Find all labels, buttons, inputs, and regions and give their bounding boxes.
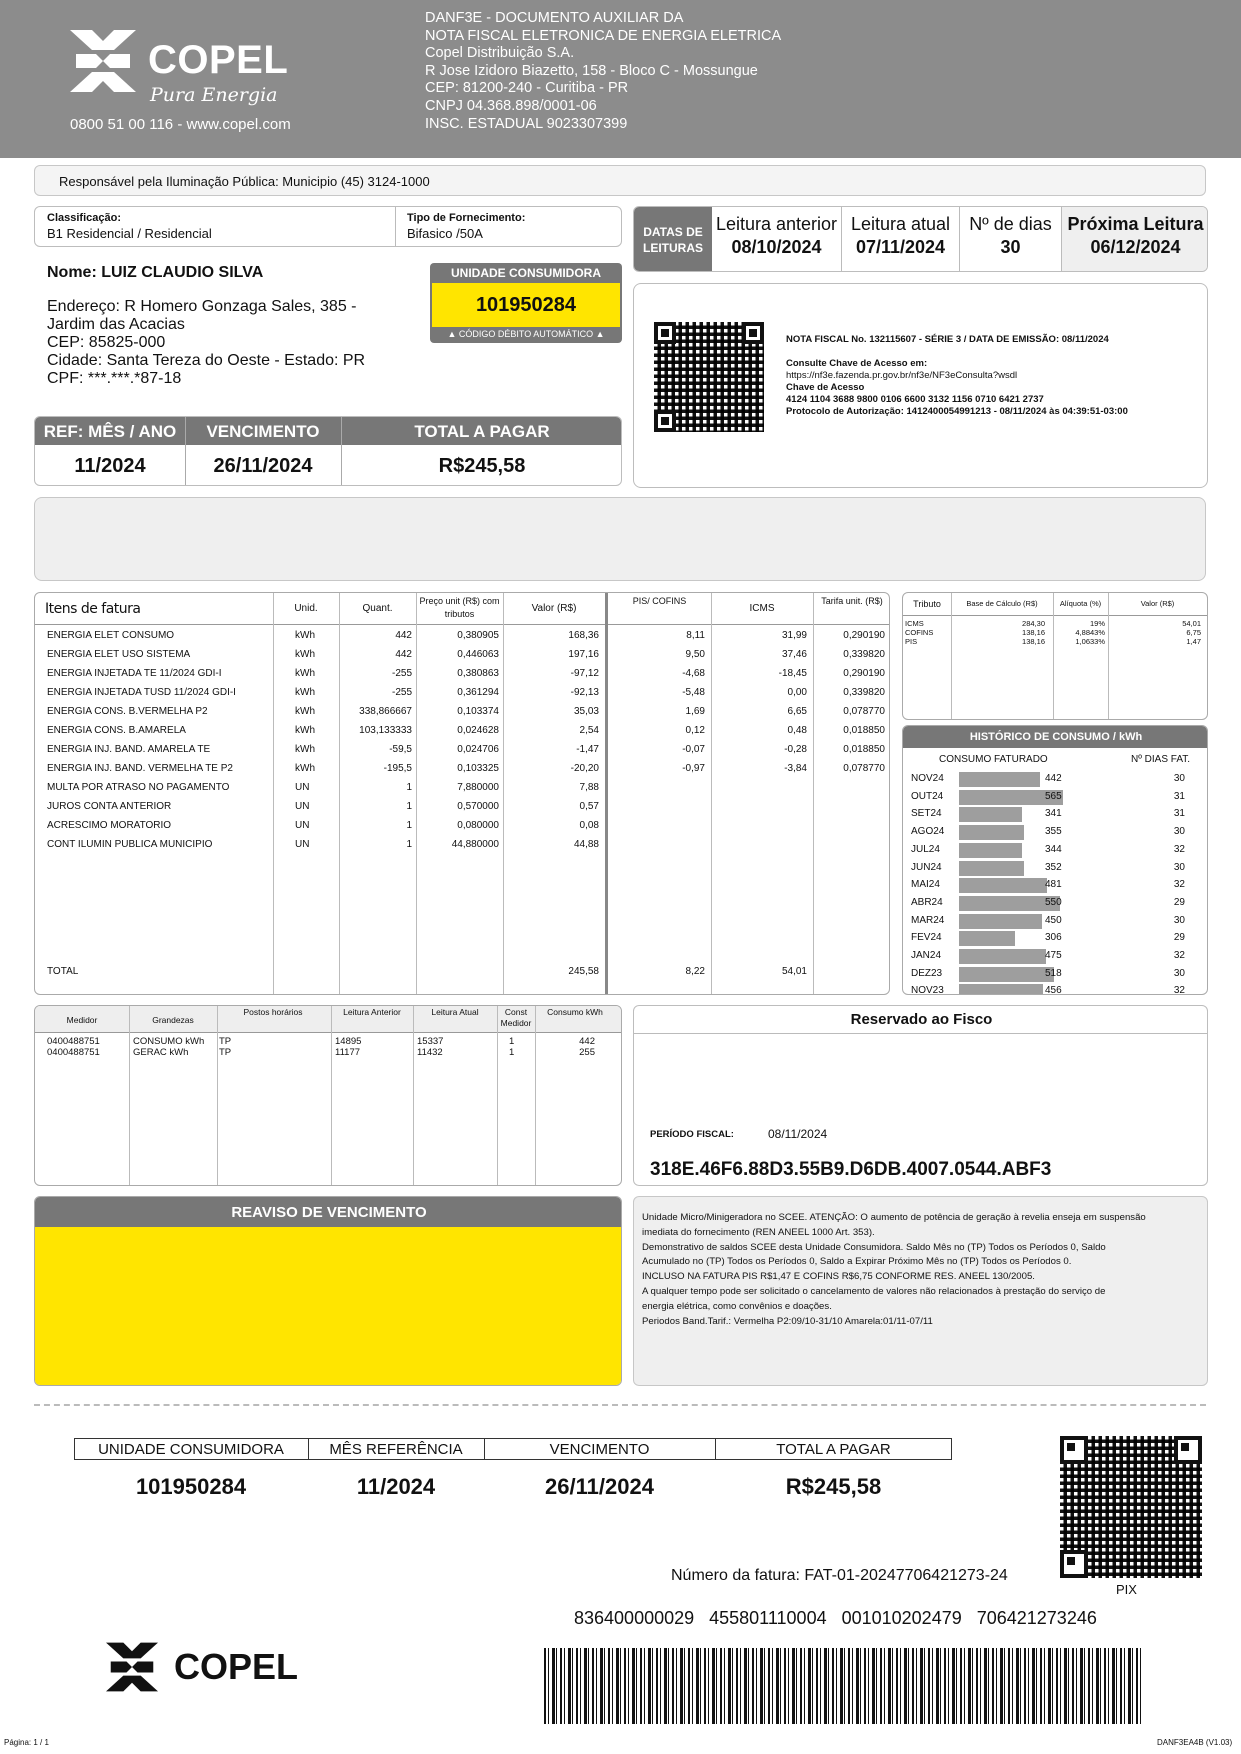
table-row <box>35 684 889 703</box>
customer-info: Nome: LUIZ CLAUDIO SILVA Endereço: R Homero Gonzaga Sales, 385 - Jardim das Acacias CEP: 85825-000 Cidade: Santa Tereza do Oeste - Estado: PR CPF: ***.***.*87-18 <box>47 264 366 387</box>
history-days: 30 <box>1173 826 1185 838</box>
contact-phone: 0800 51 00 116 - www.copel.com <box>70 116 291 133</box>
history-days: 32 <box>1173 843 1185 855</box>
table-cell: -18,45 <box>778 668 807 679</box>
table-row <box>35 741 889 760</box>
table-cell: kWh <box>295 744 315 755</box>
table-cell: 138,16 <box>1022 637 1045 646</box>
history-row <box>903 965 1207 983</box>
table-cell: 44,880000 <box>451 839 499 850</box>
history-month: SET24 <box>911 808 942 820</box>
table-cell: 1 <box>406 820 412 831</box>
table-cell: -255 <box>391 668 412 679</box>
table-cell: UN <box>295 782 310 793</box>
message-line: Unidade Micro/Minigeradora no SCEE. ATENÇÃO: O aumento de potência de geração à revelia enseja em suspensão <box>642 1212 1146 1223</box>
table-cell: 0,339820 <box>843 687 885 698</box>
billing-summary: REF: MÊS / ANO VENCIMENTO TOTAL A PAGAR 11/2024 26/11/2024 R$245,58 <box>34 416 622 486</box>
history-month: MAR24 <box>911 914 945 926</box>
history-days: 30 <box>1173 914 1185 926</box>
table-row <box>35 665 889 684</box>
table-row <box>35 646 889 665</box>
table-cell: UN <box>295 801 310 812</box>
history-row <box>903 982 1207 995</box>
table-cell: -20,20 <box>570 763 599 774</box>
due-date: 26/11/2024 <box>213 455 313 477</box>
table-cell: 9,50 <box>685 649 705 660</box>
ref-month: 11/2024 <box>74 455 146 477</box>
doc-version: DANF3EA4B (V1.03) <box>1157 1738 1233 1747</box>
table-row <box>35 836 889 855</box>
table-cell: ENERGIA ELET USO SISTEMA <box>47 649 191 660</box>
messages-box <box>633 1196 1208 1386</box>
history-bar <box>959 949 1046 964</box>
notice-area <box>34 497 1206 581</box>
table-cell: -0,07 <box>682 744 705 755</box>
history-kwh: 306 <box>1045 932 1062 944</box>
history-bar <box>959 914 1042 929</box>
table-cell: 0,290190 <box>843 630 885 641</box>
bottom-logo-wordmark: COPEL <box>174 1646 299 1687</box>
meter-table: Medidor Grandezas Postos horários Leitura Anterior Leitura Atual Const Medidor Consumo kWh 0400488751 CONSUMO kWh TP 14895 15337 1 442 0400488751 GERAC kWh TP 11177 11432 1 255 <box>34 1005 622 1186</box>
history-month: JAN24 <box>911 950 942 961</box>
history-days: 30 <box>1173 967 1185 979</box>
classification-box: Classificação: B1 Residencial / Residencial Tipo de Fornecimento: Bifasico /50A <box>34 206 622 247</box>
table-cell: 0,024628 <box>457 725 499 736</box>
table-cell: 0400488751 <box>47 1036 100 1047</box>
table-row <box>35 703 889 722</box>
table-cell: 1,0633% <box>1075 637 1105 646</box>
reading-dates-label: DATAS DE LEITURAS <box>634 207 712 272</box>
fiscal-reserved: Reservado ao Fisco PERÍODO FISCAL: 08/11/2024 318E.46F6.88D3.55B9.D6DB.4007.0544.ABF3 <box>633 1005 1208 1186</box>
table-row <box>35 798 889 817</box>
table-cell: 1 <box>509 1036 515 1047</box>
stub-uc: 101950284 <box>135 1474 247 1499</box>
table-cell: 6,75 <box>1186 628 1201 637</box>
history-days: 31 <box>1173 808 1185 820</box>
table-cell: 0,339820 <box>843 649 885 660</box>
table-cell: ENERGIA INJETADA TUSD 11/2024 GDI-I <box>47 687 236 698</box>
table-row <box>35 760 889 779</box>
history-kwh: 344 <box>1045 843 1062 855</box>
history-kwh: 442 <box>1045 773 1062 784</box>
taxes-table: Tributo Base de Cálculo (R$) Alíquota (%) Valor (R$) ICMS 284,30 19% 54,01 COFINS 138,16 4,8843% 6,75 PIS 138,16 1,0633% 1,47 <box>902 592 1208 720</box>
table-cell: 1 <box>406 801 412 812</box>
history-row <box>903 876 1207 894</box>
history-bar <box>959 807 1022 822</box>
table-cell: kWh <box>295 763 315 774</box>
table-cell: 0,290190 <box>843 668 885 679</box>
table-cell: kWh <box>295 649 315 660</box>
table-cell: 0400488751 <box>47 1047 100 1058</box>
history-month: MAI24 <box>911 879 940 891</box>
table-cell: 7,88 <box>579 782 599 793</box>
history-month: ABR24 <box>911 896 943 908</box>
digitable-line: 836400000029 455801110004 001010202479 706421273246 <box>574 1608 1097 1628</box>
table-cell: 0,361294 <box>457 687 499 698</box>
table-cell: 14895 <box>335 1036 362 1047</box>
table-cell: 6,65 <box>787 706 807 717</box>
history-kwh: 355 <box>1045 826 1062 838</box>
table-cell: -4,68 <box>682 668 705 679</box>
table-cell: 1 <box>509 1047 515 1058</box>
nfe-qr-code-icon <box>654 322 764 432</box>
table-cell: -59,5 <box>389 744 412 755</box>
issuer-info: DANF3E - DOCUMENTO AUXILIAR DA NOTA FISCAL ELETRONICA DE ENERGIA ELETRICA Copel Distribuição S.A. R Jose Izidoro Biazetto, 158 - Bloco C - Mossungue CEP: 81200-240 - Curitiba - PR CNPJ 04.368.898/0001-06 INSC. ESTADUAL 9023307399 <box>425 10 782 132</box>
payment-barcode-icon <box>544 1648 1142 1724</box>
pix-label: PIX <box>1116 1582 1137 1597</box>
history-row <box>903 770 1207 788</box>
history-kwh: 475 <box>1045 950 1062 961</box>
history-bar <box>959 967 1054 982</box>
history-days: 32 <box>1173 985 1185 995</box>
message-line: energia elétrica, como convênios e doações. <box>642 1300 832 1312</box>
table-cell: 37,46 <box>781 649 807 660</box>
public-lighting-bar: Responsável pela Iluminação Pública: Municipio (45) 3124-1000 <box>34 165 1206 196</box>
history-bar <box>959 984 1043 995</box>
table-cell: 1 <box>406 839 412 850</box>
table-cell: 11432 <box>417 1047 443 1058</box>
table-cell: ENERGIA CONS. B.VERMELHA P2 <box>47 706 208 717</box>
table-cell: 442 <box>395 649 412 660</box>
history-row <box>903 929 1207 947</box>
table-cell: UN <box>295 820 310 831</box>
table-cell: -255 <box>391 687 412 698</box>
table-cell: 31,99 <box>781 630 807 641</box>
table-cell: 0,380905 <box>457 630 499 641</box>
table-cell: -3,84 <box>784 763 807 774</box>
table-cell: 0,018850 <box>843 725 885 736</box>
table-cell: ENERGIA INJ. BAND. AMARELA TE <box>47 744 211 755</box>
table-cell: kWh <box>295 725 315 736</box>
history-days: 30 <box>1173 773 1185 784</box>
table-cell: 0,024706 <box>457 744 499 755</box>
table-cell: -0,28 <box>784 744 807 755</box>
table-cell: 0,570000 <box>457 801 499 812</box>
table-cell: ENERGIA CONS. B.AMARELA <box>47 725 186 736</box>
table-cell: GERAC kWh <box>133 1047 189 1058</box>
logo-tagline: Pura Energia <box>150 84 278 106</box>
history-bar <box>959 878 1047 893</box>
table-cell: 0,078770 <box>843 763 885 774</box>
table-cell: MULTA POR ATRASO NO PAGAMENTO <box>47 782 230 793</box>
history-row <box>903 912 1207 930</box>
table-cell: kWh <box>295 668 315 679</box>
table-cell: kWh <box>295 630 315 641</box>
history-month: JUN24 <box>911 861 942 873</box>
invoice-number: Número da fatura: FAT-01-20247706421273-24 <box>671 1567 1008 1584</box>
history-month: OUT24 <box>911 790 944 802</box>
table-cell: TP <box>219 1047 232 1058</box>
history-row <box>903 805 1207 823</box>
table-cell: 0,08 <box>579 820 599 831</box>
payment-stub: UNIDADE CONSUMIDORA MÊS REFERÊNCIA VENCIMENTO TOTAL A PAGAR 101950284 11/2024 26/11/2024 R$245,58 <box>74 1438 952 1505</box>
table-cell: CONSUMO kWh <box>133 1036 205 1047</box>
history-bar <box>959 931 1015 946</box>
history-bar <box>959 843 1022 858</box>
consumer-unit-box: UNIDADE CONSUMIDORA 101950284 ▲ CÓDIGO DÉBITO AUTOMÁTICO ▲ <box>430 263 622 343</box>
table-row <box>35 817 889 836</box>
table-cell: 1,47 <box>1186 637 1201 646</box>
copel-logo-icon <box>70 30 136 92</box>
table-row <box>35 722 889 741</box>
table-cell: ENERGIA INJ. BAND. VERMELHA TE P2 <box>47 763 233 774</box>
table-cell: 19% <box>1089 619 1105 628</box>
table-cell: 0,018850 <box>843 744 885 755</box>
history-days: 31 <box>1173 790 1185 802</box>
table-cell: kWh <box>295 687 315 698</box>
message-line: imediata do fornecimento (REN ANEEL 1000 Art. 353). <box>642 1226 875 1238</box>
table-cell: JUROS CONTA ANTERIOR <box>47 801 172 812</box>
history-kwh: 352 <box>1045 861 1062 873</box>
table-cell: CONT ILUMIN PUBLICA MUNICIPIO <box>47 839 213 850</box>
table-cell: 168,36 <box>568 630 599 641</box>
table-cell: ICMS <box>905 619 924 628</box>
table-cell: COFINS <box>905 628 934 637</box>
table-cell: -1,47 <box>576 744 599 755</box>
history-kwh: 518 <box>1045 967 1062 979</box>
history-kwh: 450 <box>1045 914 1062 926</box>
history-row <box>903 788 1207 806</box>
table-cell: -0,97 <box>682 763 705 774</box>
table-cell: TP <box>219 1036 232 1047</box>
table-cell: PIS <box>905 637 918 646</box>
table-cell: 44,88 <box>573 839 599 850</box>
history-title: HISTÓRICO DE CONSUMO / kWh <box>903 726 1208 748</box>
history-kwh: 341 <box>1045 808 1062 820</box>
table-cell: 0,57 <box>579 801 599 812</box>
history-month: AGO24 <box>911 826 945 838</box>
history-kwh: 565 <box>1045 790 1062 802</box>
table-cell: -195,5 <box>383 763 412 774</box>
pix-qr-code-icon[interactable] <box>1060 1436 1202 1578</box>
stub-total: R$245,58 <box>785 1474 882 1499</box>
stub-due: 26/11/2024 <box>545 1474 654 1499</box>
invoice-info-box: NOTA FISCAL No. 132115607 - SÉRIE 3 / DATA DE EMISSÃO: 08/11/2024 Consulte Chave de Acesso em: https://nf3e.fazenda.pr.gov.br/nf3e/NF3eConsulta?wsdl Chave de Acesso 4124 1104 3688 9800 0106 6600 3132 1156 0710 6421 2737 Protocolo de Autorização: 1412400054991213 - 08/11/2024 às 04:39:51-03:00 <box>633 283 1208 488</box>
history-row <box>903 823 1207 841</box>
table-cell: 11177 <box>335 1047 361 1058</box>
table-row <box>35 779 889 798</box>
table-cell: 284,30 <box>1022 619 1045 628</box>
history-bar <box>959 825 1024 840</box>
total-amount: R$245,58 <box>438 455 526 477</box>
history-days: 29 <box>1173 932 1185 944</box>
table-row <box>35 1047 622 1059</box>
cut-line <box>34 1404 1206 1406</box>
table-cell: UN <box>295 839 310 850</box>
history-days: 30 <box>1173 861 1185 873</box>
page-number: Página: 1 / 1 <box>4 1738 49 1747</box>
table-cell: 1 <box>406 782 412 793</box>
history-days: 29 <box>1173 896 1185 908</box>
table-cell: 0,48 <box>787 725 807 736</box>
table-cell: 8,11 <box>686 630 705 641</box>
table-cell: 103,133333 <box>359 725 412 736</box>
message-line: Demonstrativo de saldos SCEE desta Unidade Consumidora. Saldo Mês no (TP) Todos os Períodos 0, Saldo <box>642 1241 1106 1253</box>
table-cell: 2,54 <box>579 725 599 736</box>
table-row <box>35 627 889 646</box>
history-row <box>903 841 1207 859</box>
history-month: NOV23 <box>911 985 944 995</box>
table-cell: 35,03 <box>573 706 599 717</box>
table-cell: 255 <box>579 1047 595 1058</box>
table-cell: 442 <box>579 1036 595 1047</box>
history-row <box>903 859 1207 877</box>
table-cell: 197,16 <box>568 649 599 660</box>
history-bar <box>959 861 1024 876</box>
table-row <box>903 619 1207 628</box>
message-line: A qualquer tempo pode ser solicitado o cancelamento de valores não relacionados à prestação do serviço de <box>642 1285 1106 1297</box>
reading-dates: DATAS DE LEITURAS Leitura anterior 08/10/2024 Leitura atual 07/11/2024 Nº de dias 30 Próxima Leitura 06/12/2024 <box>633 206 1208 272</box>
table-cell: 0,103374 <box>457 706 499 717</box>
table-cell: 442 <box>395 630 412 641</box>
table-row <box>903 637 1207 646</box>
message-line: Periodos Band.Tarif.: Vermelha P2:09/10-31/10 Amarela:01/11-07/11 <box>642 1315 933 1327</box>
fiscal-code: 318E.46F6.88D3.55B9.D6DB.4007.0544.ABF3 <box>650 1159 1052 1180</box>
table-cell: 138,16 <box>1022 628 1045 637</box>
table-cell: 0,078770 <box>843 706 885 717</box>
history-row <box>903 947 1207 965</box>
history-month: FEV24 <box>911 932 942 944</box>
logo-wordmark: COPEL <box>148 38 289 82</box>
history-bar <box>959 772 1040 787</box>
history-month: DEZ23 <box>911 967 943 979</box>
message-line: INCLUSO NA FATURA PIS R$1,47 E COFINS R$6,75 CONFORME RES. ANEEL 130/2005. <box>642 1271 1035 1283</box>
message-line: Acumulado no (TP) Todos os Períodos 0, Saldo a Expirar Próximo Mês no (TP) Todos os Períodos 0. <box>642 1256 1072 1268</box>
history-days: 32 <box>1173 950 1185 961</box>
history-kwh: 456 <box>1045 985 1062 995</box>
table-cell: 0,12 <box>685 725 705 736</box>
table-cell: kWh <box>295 706 315 717</box>
table-cell: 7,880000 <box>457 782 499 793</box>
table-cell: 0,080000 <box>457 820 499 831</box>
invoice-items-table: Itens de fatura Unid. Quant. Preço unit (R$) com tributos Valor (R$) PIS/ COFINS ICMS Tarifa unit. (R$) ENERGIA ELET CONSUMO kWh 442 0,380905 168,36 8,11 31,99 0,290190 ENERGIA ELET USO SISTEMA kWh 442 0,446063 197,16 9,50 37,46 0,339820 ENERGIA INJETADA TE 11/2024 GDI-I kWh -255 0,380863 -97,12 -4,68 -18,45 0,290190 ENERGIA INJETADA TUSD 11/2024 GDI-I kWh -255 0,361294 -92,13 -5,48 0,00 0,339820 ENERGIA CONS. B.VERMELHA P2 kWh 338,866667 0,103374 35,03 1,69 6,65 0,078770 ENERGIA CONS. B.AMARELA kWh 103,133333 0,024628 2,54 0,12 0,48 0,018850 ENERGIA INJ. BAND. AMARELA TE kWh -59,5 0,024706 -1,47 -0,07 -0,28 0,018850 ENERGIA INJ. BAND. VERMELHA TE P2 kWh -195,5 0,103325 -20,20 -0,97 -3,84 0,078770 MULTA POR ATRASO NO PAGAMENTO UN 1 7,880000 7,88 JUROS CONTA ANTERIOR UN 1 0,570000 0,57 ACRESCIMO MORATORIO UN 1 0,080000 0,08 CONT ILUMIN PUBLICA MUNICIPIO UN 1 44,880000 44,88 TOTAL 245,58 8,22 54,01 <box>34 592 890 995</box>
table-cell: 338,866667 <box>359 706 412 717</box>
history-kwh: 481 <box>1045 879 1062 891</box>
table-cell: -5,48 <box>682 687 705 698</box>
table-cell: 0,103325 <box>457 763 499 774</box>
table-cell: 54,01 <box>1182 619 1201 628</box>
table-cell: ACRESCIMO MORATORIO <box>47 820 172 831</box>
table-cell: 1,69 <box>685 706 705 717</box>
table-cell: 15337 <box>417 1036 444 1047</box>
table-cell: -92,13 <box>570 687 599 698</box>
history-month: NOV24 <box>911 773 944 784</box>
history-days: 32 <box>1173 879 1185 891</box>
stub-month: 11/2024 <box>356 1474 436 1499</box>
table-row <box>903 628 1207 637</box>
consumer-unit-number: 101950284 <box>432 283 620 327</box>
copel-logo-icon <box>106 1642 158 1692</box>
history-kwh: 550 <box>1045 896 1062 908</box>
table-cell: ENERGIA ELET CONSUMO <box>47 630 175 641</box>
table-cell: 0,00 <box>787 687 807 698</box>
table-cell: ENERGIA INJETADA TE 11/2024 GDI-I <box>47 668 222 679</box>
due-reminder: REAVISO DE VENCIMENTO <box>34 1196 622 1386</box>
table-cell: 0,446063 <box>457 649 499 660</box>
history-row <box>903 894 1207 912</box>
consumption-history: HISTÓRICO DE CONSUMO / kWh CONSUMO FATURADO Nº DIAS FAT. NOV24 442 30 OUT24 565 31 SET24 341 31 AGO24 355 30 JUL24 344 32 JUN24 352 30 MAI24 481 32 ABR24 550 29 MAR24 450 30 FEV24 306 29 JAN24 475 32 DEZ23 518 30 NOV23 456 32 <box>902 725 1208 995</box>
items-total-row: TOTAL 245,58 8,22 54,01 <box>47 966 807 977</box>
table-cell: 0,380863 <box>457 668 499 679</box>
header-band <box>0 0 1241 158</box>
history-month: JUL24 <box>911 843 940 855</box>
table-cell: -97,12 <box>570 668 599 679</box>
table-cell: 4,8843% <box>1075 628 1105 637</box>
